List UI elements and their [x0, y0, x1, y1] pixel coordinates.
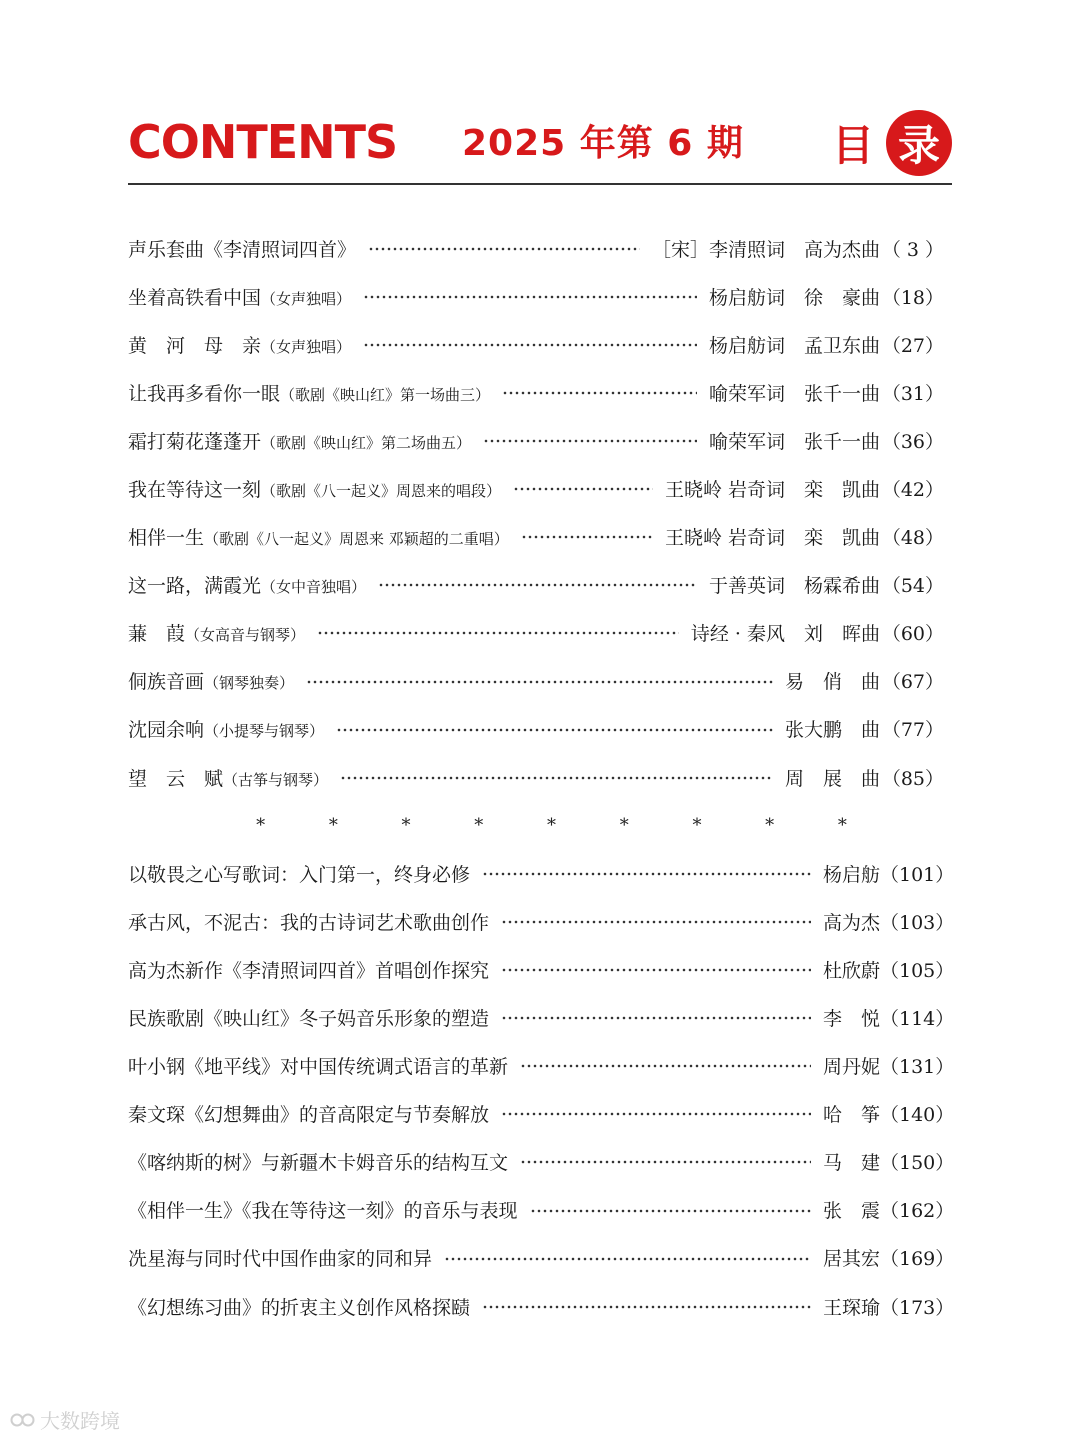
article-title: 《幻想练习曲》的折衷主义创作风格探赜 [128, 1296, 471, 1319]
entry-title-block [128, 715, 324, 742]
article-author: 周丹妮 [822, 1056, 880, 1079]
toc-row[interactable] [128, 368, 944, 416]
entry-title: 让我再多看你一眼 [128, 382, 281, 405]
entry-credit: 杨启舫词 徐 豪曲 [708, 286, 880, 309]
entry-title-block [128, 379, 490, 406]
toc-row[interactable] [128, 609, 944, 657]
watermark-text: 大数跨境 [40, 1409, 120, 1433]
entry-title-block [128, 475, 501, 502]
dot-leader [502, 382, 697, 402]
entry-page: （42） [881, 479, 944, 502]
entry-title: 侗族音画 [128, 671, 205, 694]
dot-leader [501, 1007, 811, 1027]
entry-credit: 王晓岭 岩奇词 栾 凯曲 [664, 479, 880, 502]
mulu-char-2-badge: 录 [886, 110, 952, 176]
toc-row[interactable] [128, 561, 944, 609]
article-author: 哈 筝 [822, 1104, 880, 1127]
dot-leader [501, 959, 811, 979]
dot-leader [378, 575, 697, 595]
article-entries [128, 849, 955, 1330]
entry-title: 坐着高铁看中国 [128, 286, 262, 309]
toc-row[interactable] [128, 993, 955, 1041]
dot-leader [482, 1296, 811, 1316]
entry-title: 我在等待这一刻 [128, 479, 262, 502]
entry-credit: 诗经 · 秦风 刘 晖曲 [690, 623, 880, 646]
article-title: 高为杰新作《李清照词四首》首唱创作探究 [128, 959, 490, 982]
entry-note: （歌剧《映山红》第二场曲五） [261, 433, 472, 452]
toc-row[interactable] [128, 1186, 955, 1234]
entry-note: （歌剧《映山红》第一场曲三） [280, 385, 491, 404]
dot-leader [530, 1200, 811, 1220]
entry-title-block [128, 619, 305, 646]
dot-leader [482, 863, 811, 883]
article-title: 冼星海与同时代中国作曲家的同和异 [128, 1248, 433, 1271]
entry-page: （54） [881, 575, 944, 598]
entry-title: 霜打菊花蓬蓬开 [128, 430, 262, 453]
dot-leader [501, 1104, 811, 1124]
entry-title: 这一路，满霞光 [128, 575, 262, 598]
article-title: 承古风，不泥古：我的古诗词艺术歌曲创作 [128, 911, 490, 934]
article-page: （103） [880, 911, 955, 934]
article-author: 李 悦 [822, 1007, 880, 1030]
toc-row[interactable] [128, 464, 944, 512]
toc-row[interactable] [128, 513, 944, 561]
dot-leader [483, 430, 697, 450]
toc-row[interactable] [128, 945, 955, 993]
entry-page: （60） [881, 623, 944, 646]
entry-page: （85） [881, 767, 944, 790]
toc-row[interactable] [128, 753, 944, 801]
entry-credit: 周 展 曲 [784, 767, 880, 790]
watermark-logo-icon [10, 1411, 36, 1429]
article-author: 马 建 [822, 1152, 880, 1175]
article-page: （150） [880, 1152, 955, 1175]
article-author: 王琛瑜 [822, 1296, 880, 1319]
entry-credit: 王晓岭 岩奇词 栾 凯曲 [664, 527, 880, 550]
toc-row[interactable] [128, 1090, 955, 1138]
toc-row[interactable] [128, 1042, 955, 1090]
entry-page: （67） [881, 671, 944, 694]
dot-leader [520, 1056, 811, 1076]
article-author: 杨启舫 [822, 863, 880, 886]
toc-row[interactable] [128, 897, 955, 945]
entry-page: （77） [881, 719, 944, 742]
article-title: 以敬畏之心写歌词：入门第一，终身必修 [128, 863, 471, 886]
music-entries [128, 224, 944, 801]
toc-row[interactable] [128, 705, 944, 753]
mulu-heading [832, 108, 952, 178]
entry-credit: ［宋］李清照词 高为杰曲 [651, 238, 880, 261]
dot-leader [363, 286, 697, 306]
entry-credit: 于善英词 杨霖希曲 [708, 575, 880, 598]
article-title: 《相伴一生》《我在等待这一刻》的音乐与表现 [128, 1200, 518, 1223]
entry-title: 望 云 赋 [128, 767, 224, 790]
entry-note: （钢琴独奏） [204, 674, 295, 693]
toc-row[interactable] [128, 224, 944, 272]
table-of-contents [128, 224, 955, 1330]
article-author: 高为杰 [822, 911, 880, 934]
article-page: （105） [880, 959, 955, 982]
entry-credit: 杨启舫词 孟卫东曲 [708, 334, 880, 357]
article-title: 秦文琛《幻想舞曲》的音高限定与节奏解放 [128, 1104, 490, 1127]
toc-row[interactable] [128, 657, 944, 705]
entry-credit: 喻荣军词 张千一曲 [708, 430, 880, 453]
header-divider [128, 183, 952, 185]
entry-title: 相伴一生 [128, 527, 205, 550]
entry-note: （女中音独唱） [261, 578, 367, 597]
dot-leader [501, 911, 811, 931]
article-page: （101） [880, 863, 955, 886]
article-page: （162） [880, 1200, 955, 1223]
toc-row[interactable] [128, 1282, 955, 1330]
dot-leader [340, 767, 773, 787]
article-title: 叶小钢《地平线》对中国传统调式语言的革新 [128, 1056, 509, 1079]
entry-note: （歌剧《八一起义》周恩来的唱段） [261, 482, 502, 501]
article-title: 民族歌剧《映山红》冬子妈音乐形象的塑造 [128, 1007, 490, 1030]
entry-page: （18） [881, 286, 944, 309]
article-author: 张 震 [822, 1200, 880, 1223]
toc-row[interactable] [128, 320, 944, 368]
entry-note: （女高音与钢琴） [185, 626, 306, 645]
entry-credit: 张大鹏 曲 [784, 719, 880, 742]
dot-leader [444, 1248, 811, 1268]
dot-leader [520, 1152, 811, 1172]
entry-note: （小提琴与钢琴） [204, 722, 325, 741]
entry-title-block [128, 331, 351, 358]
entry-note: （女声独唱） [261, 337, 352, 356]
dot-leader [317, 623, 679, 643]
entry-title-block [128, 235, 356, 262]
toc-row[interactable] [128, 416, 944, 464]
entry-title-block [128, 283, 351, 310]
entry-title-block [128, 571, 366, 598]
dot-leader [306, 671, 773, 691]
article-page: （173） [880, 1296, 955, 1319]
entry-page: （27） [881, 334, 944, 357]
article-title: 《喀纳斯的树》与新疆木卡姆音乐的结构互文 [128, 1152, 509, 1175]
dot-leader [368, 238, 640, 258]
entry-page: （48） [881, 527, 944, 550]
toc-row[interactable] [128, 1138, 955, 1186]
entry-title-block [128, 667, 294, 694]
entry-note: （女声独唱） [261, 289, 352, 308]
toc-row[interactable] [128, 272, 944, 320]
page-header [128, 108, 952, 186]
entry-title: 沈园余响 [128, 719, 205, 742]
article-page: （169） [880, 1248, 955, 1271]
entry-page: （36） [881, 430, 944, 453]
entry-credit: 喻荣军词 张千一曲 [708, 382, 880, 405]
entry-note: （古筝与钢琴） [223, 770, 329, 789]
entry-note: （歌剧《八一起义》周恩来 邓颖超的二重唱） [204, 530, 509, 549]
mulu-char-1: 目 [831, 121, 874, 170]
entry-title: 声乐套曲《李清照词四首》 [128, 238, 357, 261]
article-page: （131） [880, 1056, 955, 1079]
entry-title-block [128, 764, 328, 791]
section-separator: * * * * * * * * * [256, 814, 876, 836]
contents-heading: CONTENTS [128, 115, 398, 169]
entry-page: （31） [881, 382, 944, 405]
dot-leader [513, 479, 653, 499]
article-page: （140） [880, 1104, 955, 1127]
issue-number: 2025 年第 6 期 [462, 123, 744, 164]
entry-title-block [128, 523, 509, 550]
entry-title-block [128, 427, 471, 454]
watermark [10, 1405, 120, 1434]
toc-row[interactable] [128, 1234, 955, 1282]
article-author: 居其宏 [822, 1248, 880, 1271]
entry-title: 蒹 葭 [128, 623, 186, 646]
toc-row[interactable] [128, 849, 955, 897]
dot-leader [336, 719, 773, 739]
dot-leader [521, 527, 653, 547]
article-author: 杜欣蔚 [822, 959, 880, 982]
entry-page: （ 3 ） [881, 238, 944, 261]
article-page: （114） [880, 1007, 955, 1030]
entry-credit: 易 俏 曲 [784, 671, 880, 694]
entry-title: 黄 河 母 亲 [128, 334, 262, 357]
dot-leader [363, 334, 697, 354]
